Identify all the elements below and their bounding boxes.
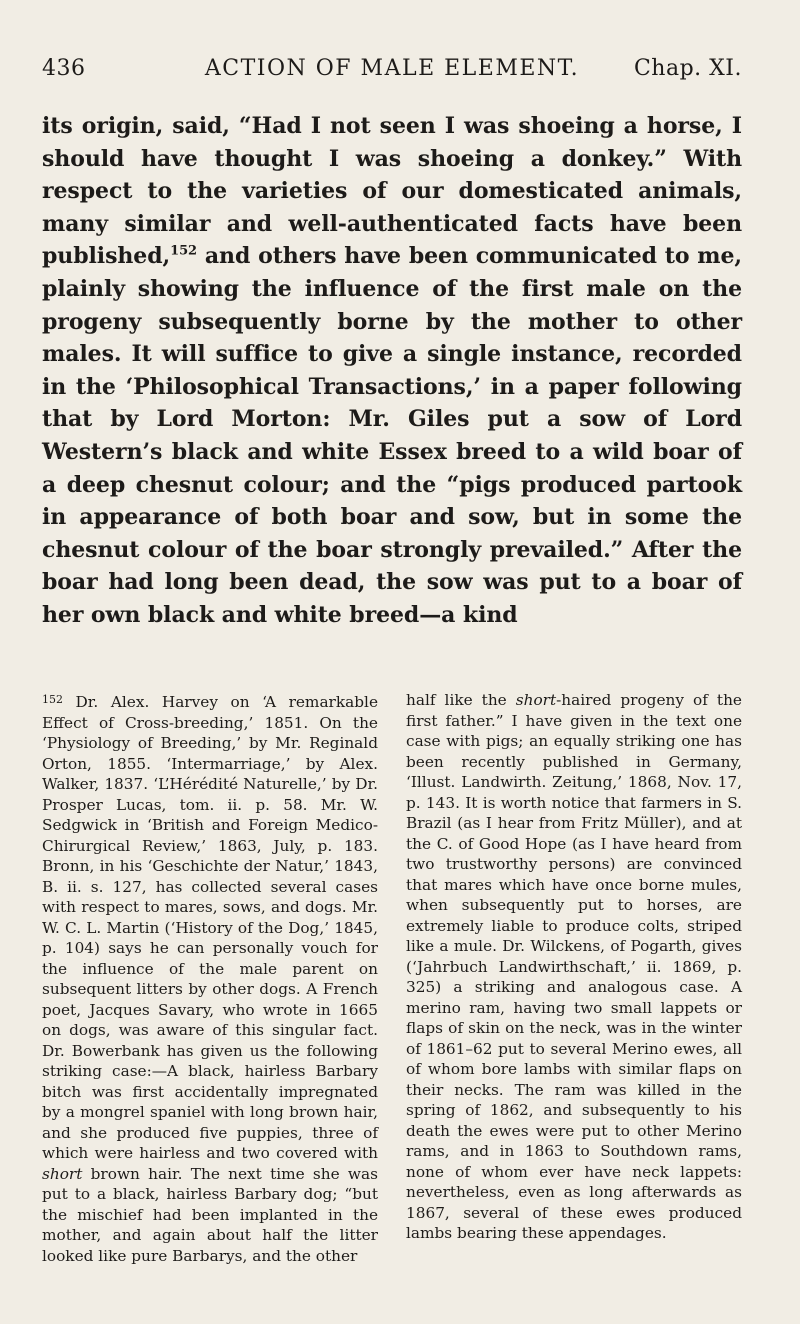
footnote-left-text-end: brown hair. The next time she was put to a black, hairless Barbary dog; “but the mischief had been implanted in the mother, and again about half the litter looked like pure Barbarys, and the other: [42, 1164, 378, 1265]
footnote-right-column: [406, 690, 742, 1266]
footnotes-area: [42, 690, 742, 1266]
main-body-text: [42, 110, 742, 632]
running-title: ACTION OF MALE ELEMENT.: [204, 56, 580, 81]
body-text-part-2: and others have been communicated to me, plainly showing the influence of the first male on the progeny subsequently borne by the mother to other males. It will suffice to give a single instance, recorded in the ‘Philosophical Transactions,’ in a paper following that by Lord Morton: Mr. Giles put a sow of Lord Western’s black and white Essex breed to a wild boar of a deep chesnut colour; and the “pigs produced partook in appearance of both boar and sow, but in some the chesnut colour of the boar strongly prevailed.” After the boar had long been dead, the sow was put to a boar of her own black and white breed—a kind: [42, 243, 742, 628]
chapter-reference: Chap. XI.: [633, 56, 742, 81]
footnote-left-text: Dr. Alex. Harvey on ‘A remarkable Effect of Cross-breeding,’ 1851. On the ‘Physiology of Breeding,’ by Mr. Reginald Orton, 1855. ‘Intermarriage,’ by Alex. Walker, 1837. ‘L’Hérédité Naturelle,’ by Dr. Prosper Lucas, tom. ii. p. 58. Mr. W. Sedgwick in ‘British and Foreign Medico-Chirurgical Review,’ 1863, July, p. 183. Bronn, in his ‘Geschichte der Natur,’ 1843, B. ii. s. 127, has collected several cases with respect to mares, sows, and dogs. Mr. W. C. L. Martin (‘History of the Dog,’ 1845, p. 104) says he can personally vouch for the influence of the male parent on subsequent litters by other dogs. A French poet, Jacques Savary, who wrote in 1665 on dogs, was aware of this singular fact. Dr. Bowerbank has given us the following striking case:—A black, hairless Barbary bitch was first accidentally impregnated by a mongrel spaniel with long brown hair, and she produced five puppies, three of which were hairless and two covered with: [42, 693, 378, 1162]
footnote-left-emphasis: short: [42, 1164, 83, 1183]
footnote-right-text-start: half like the: [406, 691, 516, 709]
body-paragraph: [42, 110, 742, 632]
footnote-marker-152: 152: [42, 693, 63, 706]
footnote-reference-152[interactable]: 152: [170, 244, 198, 260]
page-number: 436: [42, 56, 86, 81]
footnote-right-text: -haired progeny of the first father.” I have given in the text one case with pigs; an equally striking one has been recently published in Germany, ‘Illust. Landwirth. Zeitung,’ 1868, Nov. 17, p. 143. It is worth notice that farmers in S. Brazil (as I hear from Fritz Müller), and at the C. of Good Hope (as I have heard from two trustworthy persons) are convinced that mares which have once borne mules, when subsequently put to horses, are extremely liable to produce colts, striped like a mule. Dr. Wilckens, of Pogarth, gives (‘Jahrbuch Landwirthschaft,’ ii. 1869, p. 325) a striking and analogous case. A merino ram, having two small lappets or flaps of skin on the neck, was in the winter of 1861–62 put to several Merino ewes, all of whom bore lambs with similar flaps on their necks. The ram was killed in the spring of 1862, and subsequently to his death the ewes were put to other Merino rams, and in 1863 to Southdown rams, none of whom ever have neck lappets: nevertheless, even as long afterwards as 1867, several of these ewes produced lambs bearing these appendages.: [406, 691, 742, 1242]
body-text-part-1: its origin, said, “Had I not seen I was shoeing a horse, I should have thought I was shoeing a donkey.” With respect to the varieties of our domesticated animals, many similar and well-authenticated facts have been published,: [42, 113, 742, 270]
footnote-right-emphasis: short: [515, 691, 557, 709]
footnote-left-column: [42, 690, 378, 1266]
running-head: [42, 54, 742, 84]
